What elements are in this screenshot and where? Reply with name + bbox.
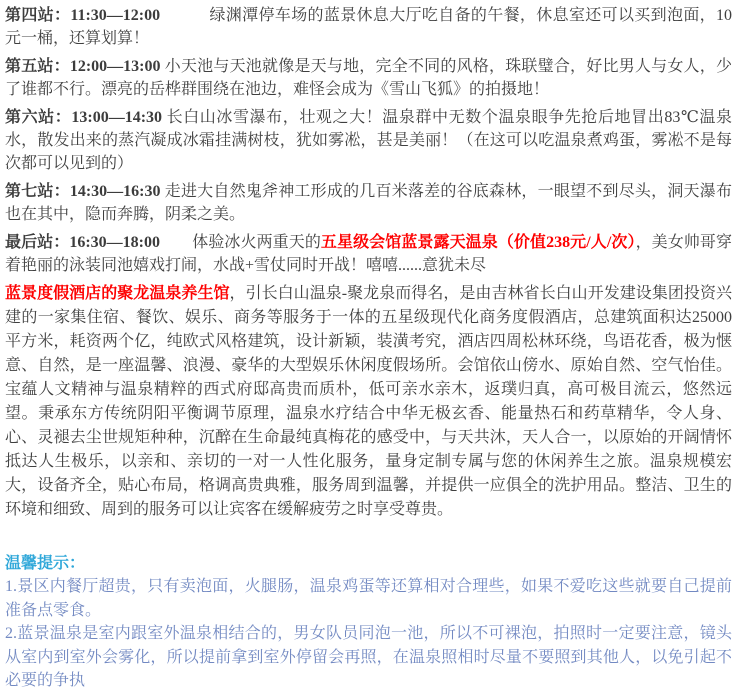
hotel-name-highlight: 蓝景度假酒店的聚龙温泉养生馆 (5, 285, 230, 302)
itinerary-paragraph-station-7 (5, 180, 732, 226)
itinerary-paragraph-station-6 (5, 106, 732, 175)
tips-heading: 温馨提示： (5, 555, 86, 572)
itinerary-paragraph-station-5 (5, 55, 732, 101)
station-4-time-label: 第四站：11:30—12:00 (5, 7, 161, 24)
station-7-time-label: 第七站：14:30—16:30 (5, 183, 161, 200)
last-station-description-lead: 体验冰火两重天的 (160, 234, 321, 251)
tips-section (5, 552, 732, 693)
station-5-description: 小天池与天池就像是天与地，完全不同的风格，珠联璧合，好比男人与女人，少了谁都不行。漂亮的岳桦群围绕在池边，难怪会成为《雪山飞狐》的拍摄地！ (5, 58, 732, 98)
station-7-description: 走进大自然鬼斧神工形成的几百米落差的谷底森林，一眼望不到尽头，洞天瀑布也在其中，隐而奔腾，阴柔之美。 (5, 183, 732, 223)
itinerary-paragraph-last-station (5, 231, 732, 277)
hotel-description-text: ，引长白山温泉-聚龙泉而得名，是由吉林省长白山开发建设集团投资兴建的一家集住宿、餐饮、娱乐、商务等服务于一体的五星级现代化商务度假酒店，总建筑面积达25000平方米，耗资两个亿，纯欧式风格建筑，设计新颖，装潢考究，酒店四周松林环绕，鸟语花香，极为惬意、自然，是一座温馨、浪漫、豪华的大型娱乐休闲度假场所。会馆依山傍水、原始自然、空气怡佳。宝蕴人文精神与温泉精粹的西式府邸高贵而质朴，低可亲水亲木，返璞归真，高可极目流云，悠然远望。秉承东方传统阴阳平衡调节原理，温泉水疗结合中华无极玄香、能量热石和药草精华，令人身、心、灵褪去尘世规矩种种，沉醉在生命最纯真梅花的感受中，与天共沐，天人合一，以原始的开阔情怀抵达人生极乐，以亲和、亲切的一对一人性化服务，量身定制专属与您的休闲养生之旅。温泉规模宏大，设备齐全，贴心布局，格调高贵典雅，服务周到温馨，并提供一应俱全的洗护用品。整洁、卫生的环境和细致、周到的服务可以让宾客在缓解疲劳之时享受尊贵。 (5, 285, 732, 518)
tip-item-2: 2.蓝景温泉是室内跟室外温泉相结合的，男女队员同泡一池，所以不可裸泡，拍照时一定要注意，镜头从室内到室外会雾化，所以提前拿到室外停留会再照，在温泉照相时尽量不要照到其他人，以免引起不必要的争执 (5, 625, 732, 689)
hot-spring-price-highlight: 五星级会馆蓝景露天温泉（价值238元/人/次） (320, 234, 636, 251)
station-4-description: 绿渊潭停车场的蓝景休息大厅吃自备的午餐，休息室还可以买到泡面，10元一桶，还算划算！ (5, 7, 732, 47)
last-station-time-label: 最后站：16:30—18:00 (5, 234, 160, 251)
station-6-time-label: 第六站：13:00—14:30 (5, 109, 163, 126)
station-6-description: 长白山冰雪瀑布，壮观之大！温泉群中无数个温泉眼争先抢后地冒出83℃温泉水，散发出来的蒸汽凝成冰霜挂满树枝，犹如雾凇，甚是美丽！（在这可以吃温泉煮鸡蛋，雾凇不是每次都可以见到的） (5, 109, 732, 172)
last-station-description-tail: ，美女帅哥穿着艳丽的泳装同池嬉戏打闹，水战+雪仗同时开战！嘻嘻......意犹未尽 (5, 234, 732, 274)
tip-item-1: 1.景区内餐厅超贵，只有卖泡面，火腿肠，温泉鸡蛋等还算相对合理些，如果不爱吃这些就要自己提前准备点零食。 (5, 578, 732, 619)
hotel-description-paragraph (5, 282, 732, 522)
station-5-time-label: 第五站：12:00—13:00 (5, 58, 161, 75)
itinerary-paragraph-station-4 (5, 4, 732, 50)
